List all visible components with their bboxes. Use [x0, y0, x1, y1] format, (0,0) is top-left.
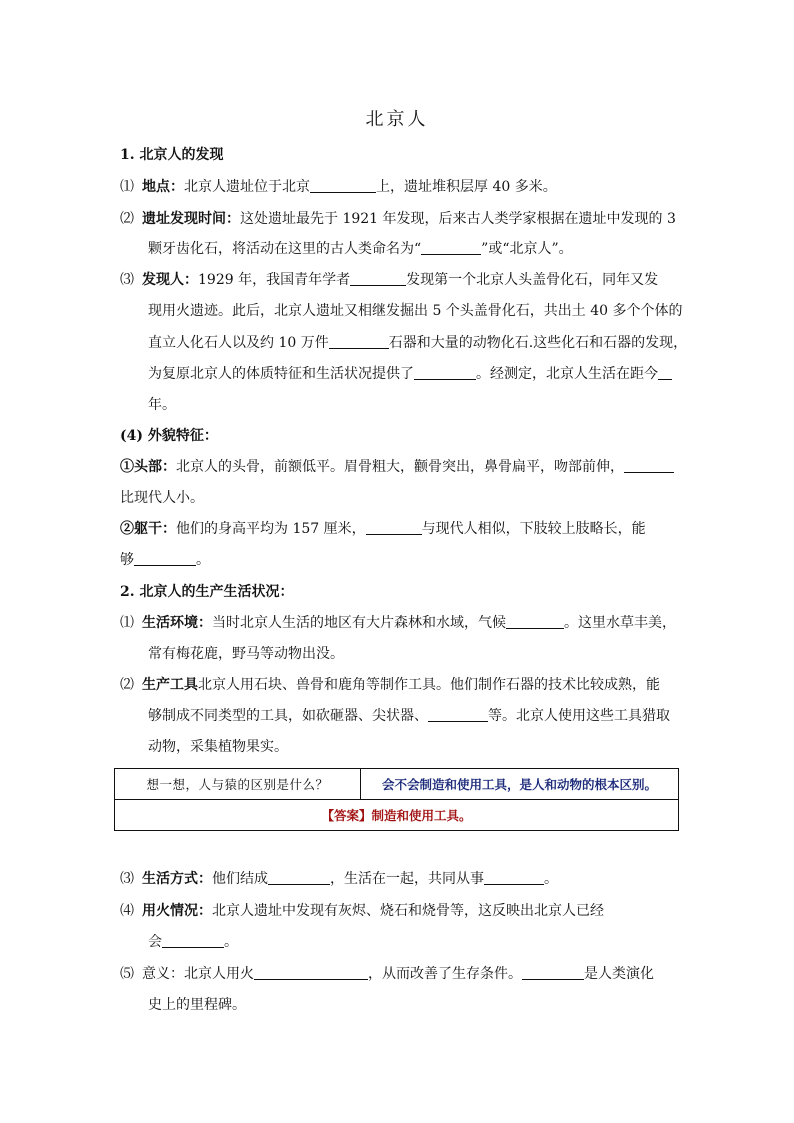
fill-blank[interactable]: [484, 870, 544, 885]
item-3-line-2: 现用火遗迹。此后，北京人遗址又相继发掘出 5 个头盖骨化石，共出土 40 多个个体的: [148, 303, 683, 319]
item-label: 意义：: [142, 966, 184, 982]
section-2-heading: 2. 北京人的生产生活状况：: [120, 584, 294, 600]
fill-blank[interactable]: [366, 520, 422, 535]
item-number: ⑶: [120, 871, 134, 887]
hint-cell: 会不会制造和使用工具，是人和动物的根本区别。: [361, 769, 679, 800]
body-features: ②躯干：他们的身高平均为 157 厘米， 与现代人相似，下肢较上肢略长，能: [120, 521, 646, 537]
item-number: ⑴: [120, 615, 134, 631]
fill-blank[interactable]: [268, 870, 330, 885]
item-number: ⑷: [120, 903, 134, 919]
fill-blank[interactable]: [254, 965, 368, 980]
item-number: ⑵: [120, 211, 134, 227]
item-significance: ⑸ 意义：北京人用火 ，从而改善了生存条件。 是人类演化: [120, 966, 654, 982]
item-number: ⑶: [120, 272, 134, 288]
item-lifestyle: ⑶ 生活方式：他们结成 ，生活在一起，共同从事 。: [120, 871, 558, 887]
item-4-heading: (4) 外貌特征：: [120, 428, 218, 444]
item-3-line-5: 年。: [148, 397, 176, 413]
item-label: ①头部：: [120, 459, 176, 475]
fill-blank[interactable]: [350, 271, 406, 286]
fill-blank[interactable]: [506, 614, 564, 629]
fill-blank[interactable]: [428, 707, 488, 722]
item-label: 发现人：: [142, 272, 198, 288]
head-features-line-2: 比现代人小。: [120, 490, 204, 506]
fill-blank[interactable]: [658, 365, 672, 380]
fill-blank[interactable]: [310, 178, 376, 193]
head-features: ①头部：北京人的头骨，前额低平。眉骨粗大，颧骨突出，鼻骨扁平，吻部前伸，: [120, 458, 674, 476]
item-3-line-4: 为复原北京人的体质特征和生活状况提供了 。经测定，北京人生活在距今: [148, 365, 672, 383]
section-1-heading: 1. 北京人的发现: [120, 147, 224, 163]
item-label: 生活环境：: [142, 615, 212, 631]
fill-blank[interactable]: [414, 365, 476, 380]
item-fire-use: ⑷ 用火情况：北京人遗址中发现有灰烬、烧石和烧骨等，这反映出北京人已经: [120, 903, 604, 919]
fill-blank[interactable]: [421, 240, 481, 255]
question-cell: 想一想，人与猿的区别是什么？: [115, 769, 361, 800]
think-question-table: [114, 768, 679, 831]
item-production-tools-line-2: 够制成不同类型的工具，如砍砸器、尖状器、 等。北京人使用这些工具猎取: [148, 708, 670, 724]
page-title: 北京人: [365, 109, 429, 130]
item-3-discoverer: ⑶ 发现人：1929 年，我国青年学者 发现第一个北京人头盖骨化石，同年又发: [120, 272, 659, 288]
item-label: 生产工具: [142, 677, 198, 693]
item-1-location: ⑴ 地点：北京人遗址位于北京 上，遗址堆积层厚 40 多米。: [120, 179, 557, 195]
answer-cell: 【答案】制造和使用工具。: [115, 800, 679, 831]
item-number: ⑸: [120, 966, 134, 982]
item-significance-line-2: 史上的里程碑。: [148, 997, 246, 1013]
item-number: ⑵: [120, 677, 134, 693]
item-production-tools-line-3: 动物，采集植物果实。: [148, 739, 288, 755]
item-label: 用火情况：: [142, 903, 212, 919]
body-features-line-2: 够 。: [120, 552, 210, 568]
fill-blank[interactable]: [522, 965, 584, 980]
item-2-line-2: 颗牙齿化石，将活动在这里的古人类命名为“ ”或“北京人”。: [148, 241, 573, 257]
item-label: ②躯干：: [120, 521, 176, 537]
fill-blank[interactable]: [134, 551, 196, 566]
item-fire-use-line-2: 会 。: [148, 934, 238, 950]
item-label: 遗址发现时间：: [142, 211, 240, 227]
fill-blank[interactable]: [329, 334, 389, 349]
fill-blank[interactable]: [162, 933, 224, 948]
item-number: ⑴: [120, 179, 134, 195]
item-label: 生活方式：: [142, 871, 212, 887]
item-living-environment: ⑴ 生活环境：当时北京人生活的地区有大片森林和水域，气候 。这里水草丰美，: [120, 615, 676, 631]
item-3-line-3: 直立人化石人以及约 10 万件 石器和大量的动物化石.这些化石和石器的发现，: [148, 335, 688, 351]
item-2-discovery-time: ⑵ 遗址发现时间：这处遗址最先于 1921 年发现，后来古人类学家根据在遗址中发现的 3: [120, 211, 676, 227]
item-production-tools: ⑵ 生产工具北京人用石块、兽骨和鹿角等制作工具。他们制作石器的技术比较成熟，能: [120, 677, 660, 693]
fill-blank[interactable]: [624, 458, 674, 473]
item-living-environment-line-2: 常有梅花鹿，野马等动物出没。: [148, 646, 344, 662]
item-label: 地点：: [142, 179, 184, 195]
